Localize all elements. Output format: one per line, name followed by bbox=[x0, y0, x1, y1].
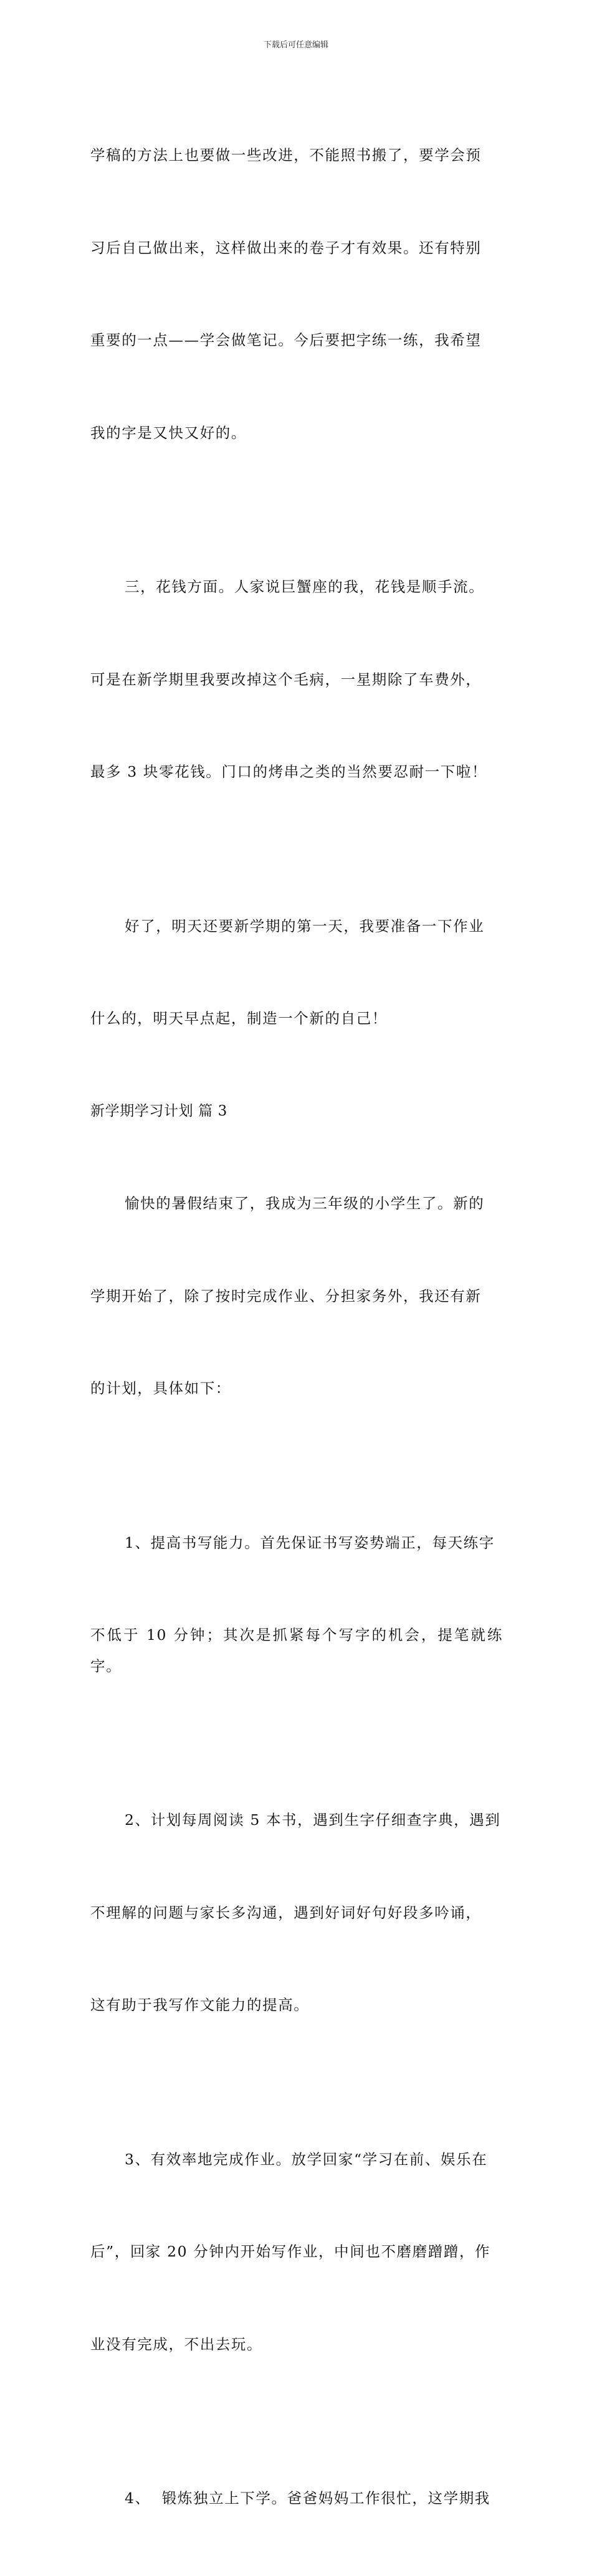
text-line: 后”，回家 20 分钟内开始写作业，中间也不磨磨蹭蹭，作 bbox=[90, 2243, 491, 2260]
text-line: 好了，明天还要新学期的第一天，我要准备一下作业 bbox=[125, 917, 485, 935]
text-line: 3、有效率地完成作业。放学回家“学习在前、娱乐在 bbox=[125, 2150, 488, 2168]
text-line: 2、计划每周阅读 5 本书，遇到生字仔细查字典，遇到 bbox=[125, 1811, 501, 1829]
page-header-note: 下载后可任意编辑 bbox=[263, 40, 328, 50]
document-body bbox=[90, 78, 503, 2576]
text-line: 业没有完成，不出去玩。 bbox=[90, 2335, 263, 2353]
text-line: 最多 3 块零花钱。门口的烤串之类的当然要忍耐一下啦！ bbox=[90, 763, 488, 780]
paragraph-item-3 bbox=[90, 2083, 503, 2422]
text-line: 不低于 10 分钟；其次是抓紧每个写字的机会，提笔就练字。 bbox=[90, 1626, 503, 1675]
paragraph-item-4 bbox=[90, 2422, 503, 2576]
text-line: 三，花钱方面。人家说巨蟹座的我，花钱是顺手流。 bbox=[125, 578, 485, 595]
paragraph-item-1 bbox=[90, 1466, 503, 1744]
text-line: 4、 锻炼独立上下学。爸爸妈妈工作很忙，这学期我 bbox=[125, 2489, 490, 2507]
paragraph-item-2 bbox=[90, 1743, 503, 2083]
text-line: 我的字是又快又好的。 bbox=[90, 424, 247, 442]
paragraph-spending bbox=[90, 510, 503, 850]
text-line: 愉快的暑假结束了，我成为三年级的小学生了。新的 bbox=[125, 1195, 485, 1212]
text-line: 重要的一点——学会做笔记。今后要把字练一练，我希望 bbox=[90, 331, 482, 349]
text-line: 1、提高书写能力。首先保证书写姿势端正，每天练字 bbox=[125, 1533, 495, 1551]
paragraph-closing bbox=[90, 850, 503, 1096]
text-line: 的计划，具体如下： bbox=[90, 1380, 231, 1397]
section-heading: 新学期学习计划 篇 3 bbox=[90, 1102, 227, 1119]
text-line: 学稿的方法上也要做一些改进，不能照书搬了，要学会预 bbox=[90, 146, 482, 164]
text-line: 可是在新学期里我要改掉这个毛病，一星期除了车费外， bbox=[90, 670, 482, 688]
text-line: 习后自己做出来，这样做出来的卷子才有效果。还有特别 bbox=[90, 239, 482, 257]
text-line: 学期开始了，除了按时完成作业、分担家务外，我还有新 bbox=[90, 1287, 482, 1305]
paragraph-intro bbox=[90, 1127, 503, 1466]
text-line: 这有助于我写作文能力的提高。 bbox=[90, 1996, 310, 2014]
text-line: 什么的，明天早点起，制造一个新的自己！ bbox=[90, 1010, 388, 1027]
paragraph-study-methods bbox=[90, 78, 503, 510]
text-line: 不理解的问题与家长多沟通，遇到好词好句好段多吟诵， bbox=[90, 1903, 482, 1921]
